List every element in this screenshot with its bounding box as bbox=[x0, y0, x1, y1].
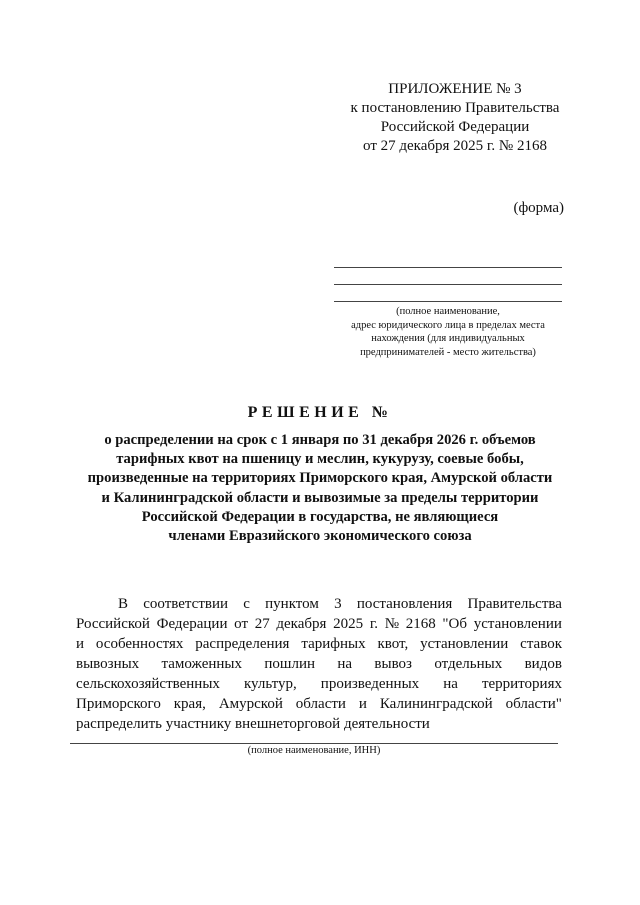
body-word: таможенных bbox=[161, 656, 243, 672]
addressee-caption-line: (полное наименование, bbox=[396, 306, 500, 317]
body-word: постановления bbox=[356, 596, 453, 612]
body-word: вывоз bbox=[374, 656, 412, 672]
appendix-date: от 27 декабря 2025 г. № 2168 bbox=[363, 138, 547, 154]
body-paragraph bbox=[76, 594, 562, 734]
body-word: 2168 bbox=[405, 616, 436, 632]
body-line bbox=[76, 714, 562, 734]
appendix-reference: к постановлению Правительства bbox=[350, 100, 560, 116]
appendix-number: ПРИЛОЖЕНИЕ № 3 bbox=[388, 81, 522, 97]
body-word: № bbox=[384, 616, 400, 632]
body-word: и bbox=[76, 636, 85, 652]
body-word: Федерации bbox=[156, 616, 228, 632]
addressee-caption bbox=[334, 305, 562, 359]
body-word: распределить участнику внешнеторговой деятельности bbox=[76, 716, 430, 732]
decision-title: РЕШЕНИЕ № bbox=[247, 404, 393, 421]
subtitle-line: тарифных квот на пшеницу и меслин, кукурузу, соевые бобы, bbox=[116, 451, 524, 468]
addressee-line-2 bbox=[334, 284, 562, 285]
body-word: 2025 bbox=[333, 616, 364, 632]
body-word: края, bbox=[173, 696, 206, 712]
appendix-header bbox=[330, 80, 580, 156]
body-word: соответствии bbox=[143, 596, 229, 612]
addressee-line-1 bbox=[334, 267, 562, 268]
body-word: Калининградской bbox=[379, 696, 493, 712]
body-word: квот, bbox=[377, 636, 409, 652]
body-word: территориях bbox=[481, 676, 562, 692]
subtitle-line: о распределении на срок с 1 января по 31 декабря 2026 г. объемов bbox=[104, 432, 536, 448]
body-line bbox=[76, 634, 562, 654]
participant-line bbox=[70, 743, 558, 744]
subtitle-line: членами Евразийского экономического союза bbox=[168, 528, 472, 545]
addressee-caption-line: адрес юридического лица в пределах места bbox=[351, 319, 545, 331]
subtitle-line: и Калининградской области и вывозимые за пределы территории bbox=[101, 489, 539, 506]
body-word: 3 bbox=[334, 596, 342, 612]
body-word: Правительства bbox=[467, 596, 562, 612]
body-word: Российской bbox=[76, 616, 150, 632]
body-word: "Об bbox=[442, 616, 467, 632]
body-word: Амурской bbox=[218, 696, 283, 712]
participant-caption: (полное наименование, ИНН) bbox=[247, 745, 381, 756]
body-word: пунктом bbox=[265, 596, 319, 612]
body-word: распределения bbox=[195, 636, 290, 652]
body-word: установлении bbox=[473, 616, 562, 632]
body-word: декабря bbox=[276, 616, 327, 632]
body-word: тарифных bbox=[301, 636, 366, 652]
addressee-caption-line: предпринимателей - место жительства) bbox=[360, 346, 536, 358]
form-label: (форма) bbox=[513, 200, 564, 216]
body-word: г. bbox=[369, 616, 379, 632]
body-word: особенностях bbox=[95, 636, 184, 652]
body-word: от bbox=[234, 616, 249, 632]
body-word: установлении bbox=[420, 636, 509, 652]
appendix-government: Российской Федерации bbox=[380, 119, 530, 135]
body-word: на bbox=[443, 676, 458, 692]
body-word: области bbox=[295, 696, 346, 712]
body-line bbox=[76, 654, 562, 674]
body-word: отдельных bbox=[434, 656, 503, 672]
body-word: В bbox=[118, 596, 129, 612]
addressee-line-3 bbox=[334, 301, 562, 302]
body-word: на bbox=[337, 656, 353, 672]
body-word: вывозных bbox=[76, 656, 140, 672]
body-word: Приморского bbox=[76, 696, 161, 712]
body-word: пошлин bbox=[264, 656, 315, 672]
subtitle-line: Российской Федерации в государства, не являющиеся bbox=[141, 508, 499, 525]
body-line bbox=[76, 594, 562, 614]
body-line bbox=[76, 674, 562, 694]
addressee-caption-line: нахождения (для индивидуальных bbox=[371, 333, 525, 344]
body-word: сельскохозяйственных bbox=[76, 676, 220, 692]
body-word: культур, bbox=[243, 676, 297, 692]
body-word: 27 bbox=[254, 616, 270, 632]
body-word: и bbox=[358, 696, 367, 712]
body-line bbox=[76, 614, 562, 634]
subtitle-line: произведенные на территориях Приморского края, Амурской области bbox=[87, 470, 553, 487]
body-word: ставок bbox=[520, 636, 562, 652]
decision-subtitle bbox=[60, 431, 580, 546]
body-word: произведенных bbox=[320, 676, 420, 692]
body-line bbox=[76, 694, 562, 714]
body-word: видов bbox=[524, 656, 562, 672]
body-word: области" bbox=[505, 696, 562, 712]
body-word: с bbox=[243, 596, 250, 612]
